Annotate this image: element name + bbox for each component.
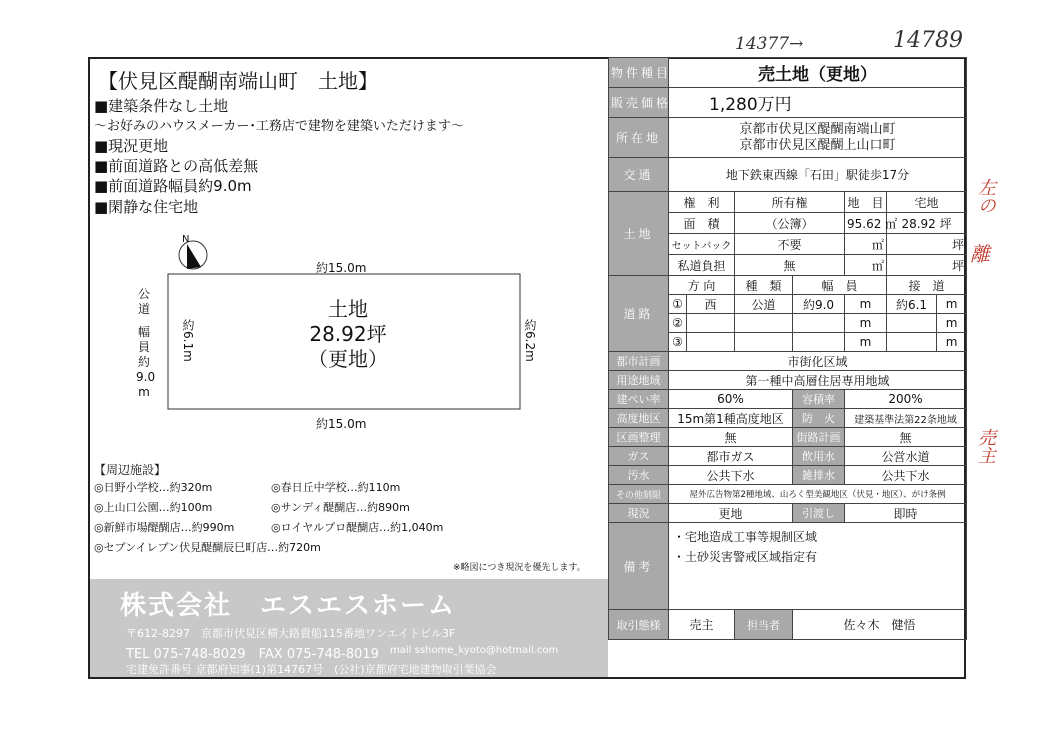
status-header: 現況 — [609, 504, 669, 523]
handwritten-note-b: 14789 — [893, 28, 963, 53]
land-cell: 宅地 — [887, 192, 967, 213]
road-label: 公 道 幅 員 約 9.0 m — [136, 287, 156, 399]
coverage-header: 建ぺい率 — [609, 390, 669, 409]
facility-item: ◎春日丘中学校…約110m — [271, 481, 401, 494]
price-value: 1,280万円 — [669, 88, 967, 118]
facility-item: ◎日野小学校…約320m — [94, 481, 213, 494]
land-cell: ㎡ — [845, 234, 887, 255]
road-column-header: 種 類 — [735, 276, 793, 295]
road-cell: 約9.0 — [793, 295, 845, 314]
land-cell: 無 — [735, 255, 845, 276]
plot-bottom-dimension: 約15.0m — [316, 417, 367, 431]
city-plan-header: 都市計画 — [609, 352, 669, 371]
property-headline: 【伏見区醍醐南端山町 土地】 — [98, 69, 378, 93]
feature-4: ■前面道路幅員約9.0m — [94, 177, 252, 195]
handwritten-note-side-a: 左の — [975, 178, 996, 214]
fire-value: 建築基準法第22条地域 — [845, 409, 967, 428]
other-restriction-header: その他制限 — [609, 485, 669, 504]
handover-header: 引渡し — [793, 504, 845, 523]
road-cell — [887, 333, 937, 352]
status-value: 更地 — [669, 504, 793, 523]
street-plan-value: 無 — [845, 428, 967, 447]
road-cell: ② — [669, 314, 687, 333]
other-restriction-value: 屋外広告物第2種地域、山ろく型美観地区（伏見・地区）、がけ条例 — [669, 485, 967, 504]
road-cell: ① — [669, 295, 687, 314]
sewage-header: 汚水 — [609, 466, 669, 485]
drain-header: 雑排水 — [793, 466, 845, 485]
road-cell — [687, 314, 735, 333]
water-header: 飲用水 — [793, 447, 845, 466]
road-cell — [687, 333, 735, 352]
far-value: 200% — [845, 390, 967, 409]
land-header: 土地 — [609, 192, 669, 276]
far-header: 容積率 — [793, 390, 845, 409]
company-address: 〒612-8297 京都市伏見区横大路貴船115番地ワンエイトビル3F — [126, 627, 456, 640]
remarks-header: 備考 — [609, 523, 669, 610]
location-header: 所在地 — [609, 118, 669, 158]
company-license: 宅建免許番号 京都府知事(1)第14767号 (公社)京都府宅地建物取引業協会 — [126, 663, 497, 676]
facility-item: ◎セブンイレブン伏見醍醐辰巳町店…約720m — [94, 541, 321, 554]
land-cell: 坪 — [887, 255, 967, 276]
plot-top-dimension: 約15.0m — [316, 261, 367, 275]
road-cell — [793, 333, 845, 352]
road-cell: m — [937, 333, 967, 352]
company-phone: TEL 075-748-8029 FAX 075-748-8019 — [126, 647, 379, 662]
road-cell: ③ — [669, 333, 687, 352]
type-header: 物件種目 — [609, 58, 669, 88]
traffic-header: 交通 — [609, 158, 669, 192]
price-header: 販売価格 — [609, 88, 669, 118]
facility-item: ◎ロイヤルプロ醍醐店…約1,040m — [271, 521, 444, 534]
land-cell: 私道負担 — [669, 255, 735, 276]
staff-header: 担当者 — [735, 610, 793, 640]
left-panel — [88, 57, 608, 577]
road-cell — [735, 333, 793, 352]
handover-value: 即時 — [845, 504, 967, 523]
readjustment-value: 無 — [669, 428, 793, 447]
street-plan-header: 街路計画 — [793, 428, 845, 447]
road-cell — [735, 314, 793, 333]
fire-header: 防 火 — [793, 409, 845, 428]
type-value: 売土地（更地） — [669, 58, 967, 88]
feature-1: ■建築条件なし土地 — [94, 97, 229, 115]
road-cell — [793, 314, 845, 333]
facility-item: ◎サンディ醍醐店…約890m — [271, 501, 410, 514]
land-cell: （公簿） — [735, 213, 845, 234]
handwritten-note-a: 14377→ — [735, 34, 804, 54]
road-cell: 公道 — [735, 295, 793, 314]
readjustment-header: 区画整理 — [609, 428, 669, 447]
use-zone-header: 用途地域 — [609, 371, 669, 390]
company-footer — [90, 579, 608, 677]
deal-type-header: 取引態様 — [609, 610, 669, 640]
water-value: 公営水道 — [845, 447, 967, 466]
plot-right-dimension: 約6.2m — [523, 319, 537, 362]
feature-1-sub: ～お好みのハウスメーカー･工務店で建物を建築いただけます～ — [94, 119, 464, 134]
remarks-value: ・宅地造成工事等規制区域 ・土砂災害警戒区域指定有 — [669, 523, 967, 610]
staff-value: 佐々木 健悟 — [793, 610, 967, 640]
facilities-title: 【周辺施設】 — [94, 463, 167, 477]
feature-5: ■閑静な住宅地 — [94, 198, 199, 216]
road-cell: m — [845, 295, 887, 314]
road-cell: m — [937, 314, 967, 333]
road-header: 道路 — [609, 276, 669, 352]
land-cell: ㎡ — [845, 255, 887, 276]
land-cell: 95.62 ㎡ — [845, 213, 887, 234]
land-cell: 28.92 坪 — [887, 213, 967, 234]
property-spec-table — [608, 57, 967, 640]
location-value: 京都市伏見区醍醐南端山町 京都市伏見区醍醐上山口町 — [669, 118, 967, 158]
road-cell: m — [937, 295, 967, 314]
handwritten-note-side-b: 離 — [970, 242, 990, 266]
plot-left-dimension: 約6.1m — [181, 319, 195, 362]
facility-item: ◎新鮮市場醍醐店…約990m — [94, 521, 235, 534]
gas-header: ガス — [609, 447, 669, 466]
road-column-header: 接 道 — [887, 276, 967, 295]
road-cell: m — [845, 314, 887, 333]
diagram-note: ※略図につき現況を優先します。 — [453, 563, 586, 573]
coverage-value: 60% — [669, 390, 793, 409]
deal-type-value: 売主 — [669, 610, 735, 640]
city-plan-value: 市街化区域 — [669, 352, 967, 371]
land-cell: 不要 — [735, 234, 845, 255]
company-email: mail sshome_kyoto@hotmail.com — [390, 645, 559, 656]
plot-center-label: 土地 28.92坪 （更地） — [308, 297, 388, 371]
company-name: 株式会社 エスエスホーム — [120, 591, 457, 621]
road-cell — [887, 314, 937, 333]
height-district-value: 15m第1種高度地区 — [669, 409, 793, 428]
road-column-header: 方 向 — [669, 276, 735, 295]
height-district-header: 高度地区 — [609, 409, 669, 428]
land-cell: 権 利 — [669, 192, 735, 213]
road-cell: m — [845, 333, 887, 352]
gas-value: 都市ガス — [669, 447, 793, 466]
drain-value: 公共下水 — [845, 466, 967, 485]
handwritten-note-side-c: 売主 — [975, 428, 996, 464]
land-cell: 坪 — [887, 234, 967, 255]
road-cell: 約6.1 — [887, 295, 937, 314]
land-cell: セットバック — [669, 234, 735, 255]
sewage-value: 公共下水 — [669, 466, 793, 485]
land-cell: 面 積 — [669, 213, 735, 234]
facility-item: ◎上山口公園…約100m — [94, 501, 213, 514]
feature-3: ■前面道路との高低差無 — [94, 157, 259, 175]
land-cell: 所有権 — [735, 192, 845, 213]
road-cell: 西 — [687, 295, 735, 314]
road-column-header: 幅 員 — [793, 276, 887, 295]
use-zone-value: 第一種中高層住居専用地域 — [669, 371, 967, 390]
traffic-value: 地下鉄東西線「石田」駅徒歩17分 — [669, 158, 967, 192]
land-cell: 地 目 — [845, 192, 887, 213]
feature-2: ■現況更地 — [94, 137, 169, 155]
north-label: N — [182, 234, 190, 245]
